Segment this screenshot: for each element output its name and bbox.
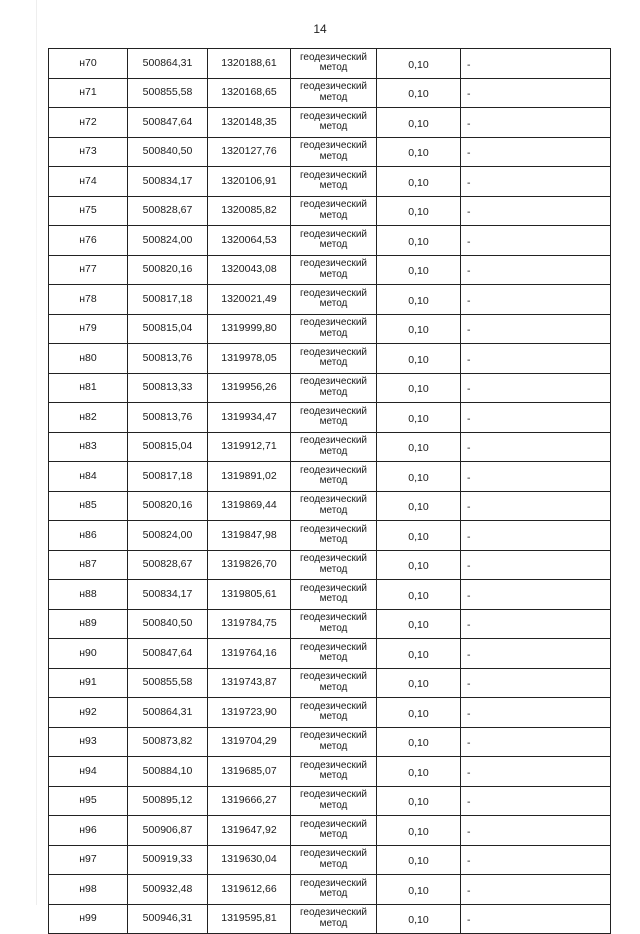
accuracy-cell: 0,10 [377, 373, 461, 403]
coordinate-x-cell: 500946,31 [128, 904, 208, 934]
accuracy-cell: 0,10 [377, 816, 461, 846]
method-line-2: метод [319, 829, 348, 841]
method-line-2: метод [319, 386, 348, 398]
point-name-cell: н83 [49, 432, 128, 462]
method-line-1: геодезический [300, 671, 367, 683]
coordinate-y-cell: 1320064,53 [208, 226, 291, 256]
method-cell [291, 550, 377, 580]
method-cell [291, 668, 377, 698]
coordinate-x-cell: 500840,50 [128, 137, 208, 167]
method-line-2: метод [319, 91, 348, 103]
coordinate-x-cell: 500813,33 [128, 373, 208, 403]
coordinate-y-cell: 1319723,90 [208, 698, 291, 728]
method-line-2: метод [319, 652, 348, 664]
method-line-1: геодезический [300, 317, 367, 329]
method-line-1: геодезический [300, 553, 367, 565]
coordinate-y-cell: 1319685,07 [208, 757, 291, 787]
accuracy-cell: 0,10 [377, 49, 461, 79]
method-line-1: геодезический [300, 641, 367, 653]
description-cell: - [461, 285, 611, 315]
method-line-2: метод [319, 858, 348, 870]
method-line-2: метод [319, 681, 348, 693]
method-line-2: метод [319, 770, 348, 782]
coordinates-table [48, 48, 611, 934]
coordinate-x-cell: 500847,64 [128, 108, 208, 138]
method-cell [291, 521, 377, 551]
coordinate-y-cell: 1319784,75 [208, 609, 291, 639]
coordinate-y-cell: 1319764,16 [208, 639, 291, 669]
method-line-1: геодезический [300, 435, 367, 447]
table-row [49, 432, 611, 462]
description-cell: - [461, 550, 611, 580]
description-cell: - [461, 786, 611, 816]
method-cell [291, 403, 377, 433]
description-cell: - [461, 432, 611, 462]
accuracy-cell: 0,10 [377, 875, 461, 905]
description-cell: - [461, 875, 611, 905]
point-name-cell: н88 [49, 580, 128, 610]
description-cell: - [461, 845, 611, 875]
coordinate-x-cell: 500817,18 [128, 285, 208, 315]
accuracy-cell: 0,10 [377, 786, 461, 816]
description-cell: - [461, 698, 611, 728]
method-line-2: метод [319, 357, 348, 369]
table-row [49, 845, 611, 875]
coordinate-y-cell: 1319934,47 [208, 403, 291, 433]
method-line-1: геодезический [300, 789, 367, 801]
method-cell [291, 639, 377, 669]
accuracy-cell: 0,10 [377, 904, 461, 934]
method-line-1: геодезический [300, 523, 367, 535]
coordinate-x-cell: 500840,50 [128, 609, 208, 639]
table-row [49, 314, 611, 344]
table-row [49, 639, 611, 669]
accuracy-cell: 0,10 [377, 609, 461, 639]
method-cell [291, 757, 377, 787]
method-line-1: геодезический [300, 877, 367, 889]
method-cell [291, 875, 377, 905]
accuracy-cell: 0,10 [377, 727, 461, 757]
point-name-cell: н72 [49, 108, 128, 138]
accuracy-cell: 0,10 [377, 639, 461, 669]
method-line-1: геодезический [300, 848, 367, 860]
coordinate-y-cell: 1319612,66 [208, 875, 291, 905]
accuracy-cell: 0,10 [377, 521, 461, 551]
point-name-cell: н84 [49, 462, 128, 492]
method-line-2: метод [319, 416, 348, 428]
table-row [49, 668, 611, 698]
method-line-1: геодезический [300, 228, 367, 240]
method-cell [291, 432, 377, 462]
method-line-2: метод [319, 298, 348, 310]
accuracy-cell: 0,10 [377, 845, 461, 875]
table-row [49, 757, 611, 787]
description-cell: - [461, 167, 611, 197]
method-line-1: геодезический [300, 582, 367, 594]
description-cell: - [461, 78, 611, 108]
method-line-2: метод [319, 534, 348, 546]
coordinate-x-cell: 500873,82 [128, 727, 208, 757]
coordinate-x-cell: 500813,76 [128, 344, 208, 374]
coordinate-x-cell: 500847,64 [128, 639, 208, 669]
method-cell [291, 255, 377, 285]
table-row [49, 786, 611, 816]
accuracy-cell: 0,10 [377, 255, 461, 285]
description-cell: - [461, 226, 611, 256]
method-line-2: метод [319, 622, 348, 634]
coordinate-x-cell: 500864,31 [128, 698, 208, 728]
method-cell [291, 462, 377, 492]
accuracy-cell: 0,10 [377, 196, 461, 226]
coordinate-x-cell: 500919,33 [128, 845, 208, 875]
coordinate-x-cell: 500815,04 [128, 314, 208, 344]
method-line-1: геодезический [300, 612, 367, 624]
point-name-cell: н98 [49, 875, 128, 905]
method-line-1: геодезический [300, 81, 367, 93]
point-name-cell: н90 [49, 639, 128, 669]
table-row [49, 137, 611, 167]
accuracy-cell: 0,10 [377, 580, 461, 610]
point-name-cell: н71 [49, 78, 128, 108]
method-cell [291, 226, 377, 256]
method-line-1: геодезический [300, 376, 367, 388]
method-line-1: геодезический [300, 169, 367, 181]
method-line-2: метод [319, 888, 348, 900]
point-name-cell: н96 [49, 816, 128, 846]
coordinate-y-cell: 1319704,29 [208, 727, 291, 757]
coordinate-y-cell: 1320043,08 [208, 255, 291, 285]
table-row [49, 108, 611, 138]
method-line-1: геодезический [300, 700, 367, 712]
point-name-cell: н85 [49, 491, 128, 521]
method-line-2: метод [319, 504, 348, 516]
point-name-cell: н76 [49, 226, 128, 256]
method-cell [291, 580, 377, 610]
method-line-2: метод [319, 239, 348, 251]
point-name-cell: н77 [49, 255, 128, 285]
coordinate-x-cell: 500864,31 [128, 49, 208, 79]
method-line-2: метод [319, 740, 348, 752]
description-cell: - [461, 757, 611, 787]
coordinate-x-cell: 500824,00 [128, 226, 208, 256]
point-name-cell: н81 [49, 373, 128, 403]
method-line-2: метод [319, 268, 348, 280]
method-cell [291, 196, 377, 226]
coordinate-y-cell: 1319978,05 [208, 344, 291, 374]
accuracy-cell: 0,10 [377, 550, 461, 580]
point-name-cell: н91 [49, 668, 128, 698]
point-name-cell: н74 [49, 167, 128, 197]
description-cell: - [461, 344, 611, 374]
method-line-2: метод [319, 121, 348, 133]
method-cell [291, 167, 377, 197]
accuracy-cell: 0,10 [377, 167, 461, 197]
accuracy-cell: 0,10 [377, 668, 461, 698]
point-name-cell: н75 [49, 196, 128, 226]
coordinate-x-cell: 500855,58 [128, 78, 208, 108]
accuracy-cell: 0,10 [377, 403, 461, 433]
accuracy-cell: 0,10 [377, 698, 461, 728]
method-line-1: геодезический [300, 258, 367, 270]
method-line-1: геодезический [300, 494, 367, 506]
table-row [49, 727, 611, 757]
coordinate-y-cell: 1320127,76 [208, 137, 291, 167]
method-line-1: геодезический [300, 110, 367, 122]
description-cell: - [461, 403, 611, 433]
accuracy-cell: 0,10 [377, 344, 461, 374]
coordinate-y-cell: 1319666,27 [208, 786, 291, 816]
coordinate-x-cell: 500815,04 [128, 432, 208, 462]
point-name-cell: н80 [49, 344, 128, 374]
method-cell [291, 816, 377, 846]
coordinate-y-cell: 1320148,35 [208, 108, 291, 138]
description-cell: - [461, 137, 611, 167]
method-line-1: геодезический [300, 346, 367, 358]
method-line-1: геодезический [300, 51, 367, 63]
table-row [49, 462, 611, 492]
table-row [49, 167, 611, 197]
description-cell: - [461, 373, 611, 403]
coordinate-x-cell: 500834,17 [128, 167, 208, 197]
point-name-cell: н94 [49, 757, 128, 787]
table-row [49, 373, 611, 403]
method-cell [291, 786, 377, 816]
table-row [49, 196, 611, 226]
accuracy-cell: 0,10 [377, 462, 461, 492]
coordinate-y-cell: 1319847,98 [208, 521, 291, 551]
method-cell [291, 137, 377, 167]
coordinate-y-cell: 1319630,04 [208, 845, 291, 875]
coordinate-y-cell: 1320021,49 [208, 285, 291, 315]
method-line-2: метод [319, 563, 348, 575]
accuracy-cell: 0,10 [377, 285, 461, 315]
table-row [49, 255, 611, 285]
description-cell: - [461, 521, 611, 551]
coordinate-y-cell: 1319805,61 [208, 580, 291, 610]
method-line-2: метод [319, 475, 348, 487]
coordinate-x-cell: 500817,18 [128, 462, 208, 492]
method-line-1: геодезический [300, 199, 367, 211]
description-cell: - [461, 816, 611, 846]
accuracy-cell: 0,10 [377, 314, 461, 344]
method-line-2: метод [319, 445, 348, 457]
method-cell [291, 845, 377, 875]
coordinate-x-cell: 500884,10 [128, 757, 208, 787]
description-cell: - [461, 196, 611, 226]
description-cell: - [461, 639, 611, 669]
method-line-1: геодезический [300, 907, 367, 919]
method-cell [291, 49, 377, 79]
table-row [49, 285, 611, 315]
table-row [49, 403, 611, 433]
method-line-2: метод [319, 209, 348, 221]
accuracy-cell: 0,10 [377, 78, 461, 108]
point-name-cell: н93 [49, 727, 128, 757]
method-cell [291, 727, 377, 757]
description-cell: - [461, 108, 611, 138]
description-cell: - [461, 491, 611, 521]
table-row [49, 875, 611, 905]
description-cell: - [461, 727, 611, 757]
method-cell [291, 373, 377, 403]
method-line-2: метод [319, 799, 348, 811]
method-cell [291, 108, 377, 138]
point-name-cell: н89 [49, 609, 128, 639]
method-cell [291, 344, 377, 374]
method-line-1: геодезический [300, 818, 367, 830]
method-cell [291, 698, 377, 728]
accuracy-cell: 0,10 [377, 137, 461, 167]
coordinate-x-cell: 500932,48 [128, 875, 208, 905]
table-row [49, 904, 611, 934]
coordinate-y-cell: 1320188,61 [208, 49, 291, 79]
accuracy-cell: 0,10 [377, 491, 461, 521]
method-line-2: метод [319, 62, 348, 74]
coordinate-y-cell: 1319891,02 [208, 462, 291, 492]
method-line-1: геодезический [300, 287, 367, 299]
coordinates-table-body [49, 49, 611, 934]
point-name-cell: н86 [49, 521, 128, 551]
method-cell [291, 491, 377, 521]
scan-edge [36, 0, 37, 905]
coordinate-x-cell: 500813,76 [128, 403, 208, 433]
accuracy-cell: 0,10 [377, 432, 461, 462]
table-row [49, 816, 611, 846]
method-line-2: метод [319, 180, 348, 192]
description-cell: - [461, 255, 611, 285]
table-row [49, 698, 611, 728]
coordinates-table-container [48, 48, 598, 934]
method-line-1: геодезический [300, 759, 367, 771]
point-name-cell: н95 [49, 786, 128, 816]
coordinate-y-cell: 1320106,91 [208, 167, 291, 197]
method-line-1: геодезический [300, 140, 367, 152]
description-cell: - [461, 668, 611, 698]
method-cell [291, 314, 377, 344]
description-cell: - [461, 580, 611, 610]
coordinate-x-cell: 500820,16 [128, 255, 208, 285]
coordinate-x-cell: 500834,17 [128, 580, 208, 610]
method-line-2: метод [319, 327, 348, 339]
method-cell [291, 285, 377, 315]
coordinate-y-cell: 1319956,26 [208, 373, 291, 403]
table-row [49, 344, 611, 374]
coordinate-y-cell: 1319743,87 [208, 668, 291, 698]
coordinate-y-cell: 1319647,92 [208, 816, 291, 846]
point-name-cell: н73 [49, 137, 128, 167]
method-line-2: метод [319, 711, 348, 723]
coordinate-x-cell: 500824,00 [128, 521, 208, 551]
description-cell: - [461, 904, 611, 934]
method-line-2: метод [319, 150, 348, 162]
table-row [49, 49, 611, 79]
coordinate-x-cell: 500895,12 [128, 786, 208, 816]
description-cell: - [461, 314, 611, 344]
coordinate-y-cell: 1319869,44 [208, 491, 291, 521]
description-cell: - [461, 462, 611, 492]
table-row [49, 580, 611, 610]
method-cell [291, 904, 377, 934]
method-line-1: геодезический [300, 405, 367, 417]
table-row [49, 609, 611, 639]
coordinate-y-cell: 1319826,70 [208, 550, 291, 580]
coordinate-x-cell: 500906,87 [128, 816, 208, 846]
point-name-cell: н79 [49, 314, 128, 344]
coordinate-y-cell: 1320168,65 [208, 78, 291, 108]
point-name-cell: н78 [49, 285, 128, 315]
description-cell: - [461, 49, 611, 79]
method-line-2: метод [319, 917, 348, 929]
method-cell [291, 609, 377, 639]
point-name-cell: н82 [49, 403, 128, 433]
method-cell [291, 78, 377, 108]
coordinate-y-cell: 1319912,71 [208, 432, 291, 462]
point-name-cell: н92 [49, 698, 128, 728]
description-cell: - [461, 609, 611, 639]
coordinate-y-cell: 1320085,82 [208, 196, 291, 226]
coordinate-y-cell: 1319595,81 [208, 904, 291, 934]
coordinate-x-cell: 500820,16 [128, 491, 208, 521]
page-number: 14 [313, 22, 327, 36]
accuracy-cell: 0,10 [377, 757, 461, 787]
table-row [49, 491, 611, 521]
accuracy-cell: 0,10 [377, 108, 461, 138]
coordinate-x-cell: 500828,67 [128, 196, 208, 226]
table-row [49, 78, 611, 108]
method-line-1: геодезический [300, 730, 367, 742]
coordinate-x-cell: 500855,58 [128, 668, 208, 698]
point-name-cell: н97 [49, 845, 128, 875]
table-row [49, 550, 611, 580]
method-line-2: метод [319, 593, 348, 605]
accuracy-cell: 0,10 [377, 226, 461, 256]
point-name-cell: н87 [49, 550, 128, 580]
method-line-1: геодезический [300, 464, 367, 476]
coordinate-y-cell: 1319999,80 [208, 314, 291, 344]
point-name-cell: н70 [49, 49, 128, 79]
point-name-cell: н99 [49, 904, 128, 934]
table-row [49, 521, 611, 551]
coordinate-x-cell: 500828,67 [128, 550, 208, 580]
table-row [49, 226, 611, 256]
